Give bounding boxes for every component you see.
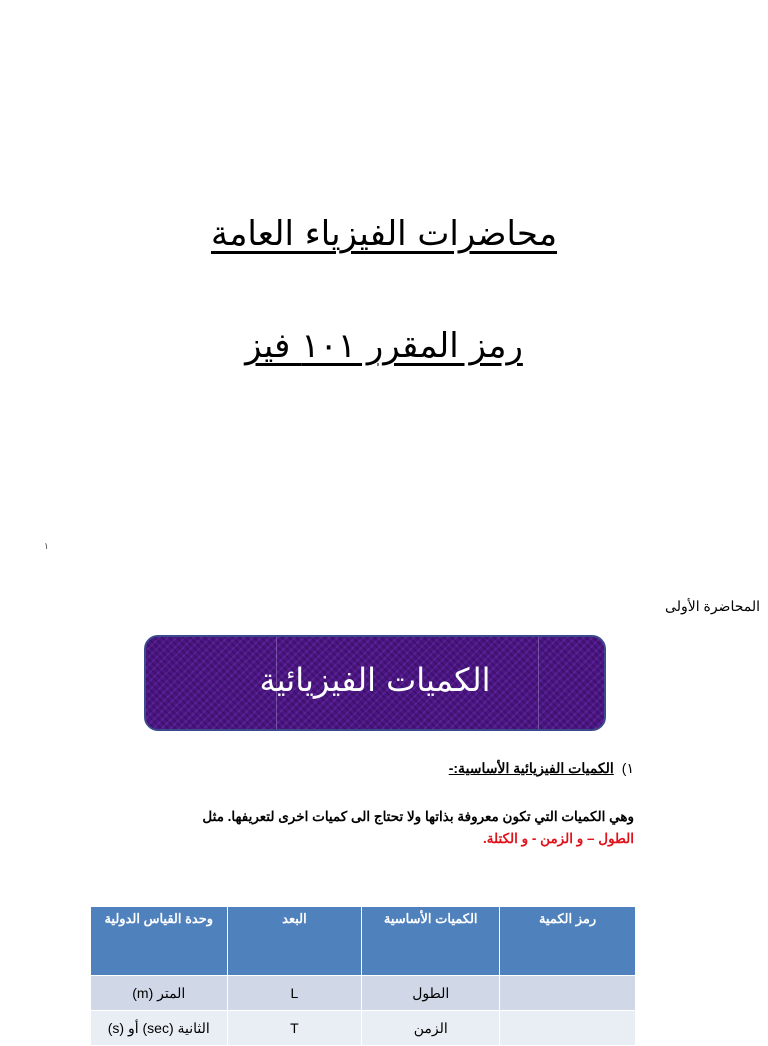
document-title: محاضرات الفيزياء العامة [210, 214, 558, 254]
column-header: رمز الكمية [500, 907, 636, 976]
table-cell: L [227, 976, 362, 1011]
examples-text: الطول – و الزمن - و الكتلة. [483, 831, 634, 846]
page-mark: ١ [44, 542, 49, 552]
table-cell: T [227, 1011, 362, 1046]
section-number: ١) [621, 760, 634, 776]
course-code: رمز المقرر ١٠١ فيز [245, 326, 523, 366]
table-cell: الطول [362, 976, 500, 1011]
table-cell [500, 976, 636, 1011]
column-header: وحدة القياس الدولية [91, 907, 228, 976]
table-cell: المتر (m) [91, 976, 228, 1011]
table-cell: الزمن [362, 1011, 500, 1046]
definition-text: وهي الكميات التي تكون معروفة بذاتها ولا تحتاج الى كميات اخرى لتعريفها. مثل [202, 809, 634, 824]
table-cell: الثانية (sec) أو (s) [91, 1011, 228, 1046]
section-heading [449, 760, 634, 777]
column-header: البعد [227, 907, 362, 976]
table-header-row [91, 907, 636, 976]
topic-banner [144, 635, 606, 731]
table-cell [500, 1011, 636, 1046]
table-row [91, 976, 636, 1011]
lecture-label: المحاضرة الأولى [665, 598, 760, 614]
banner-title: الكميات الفيزيائية [259, 661, 491, 699]
definition-paragraph [74, 806, 634, 850]
section-title: الكميات الفيزيائية الأساسية:- [448, 760, 614, 776]
quantities-table [90, 906, 636, 1046]
column-header: الكميات الأساسية [362, 907, 500, 976]
table-row [91, 1011, 636, 1046]
